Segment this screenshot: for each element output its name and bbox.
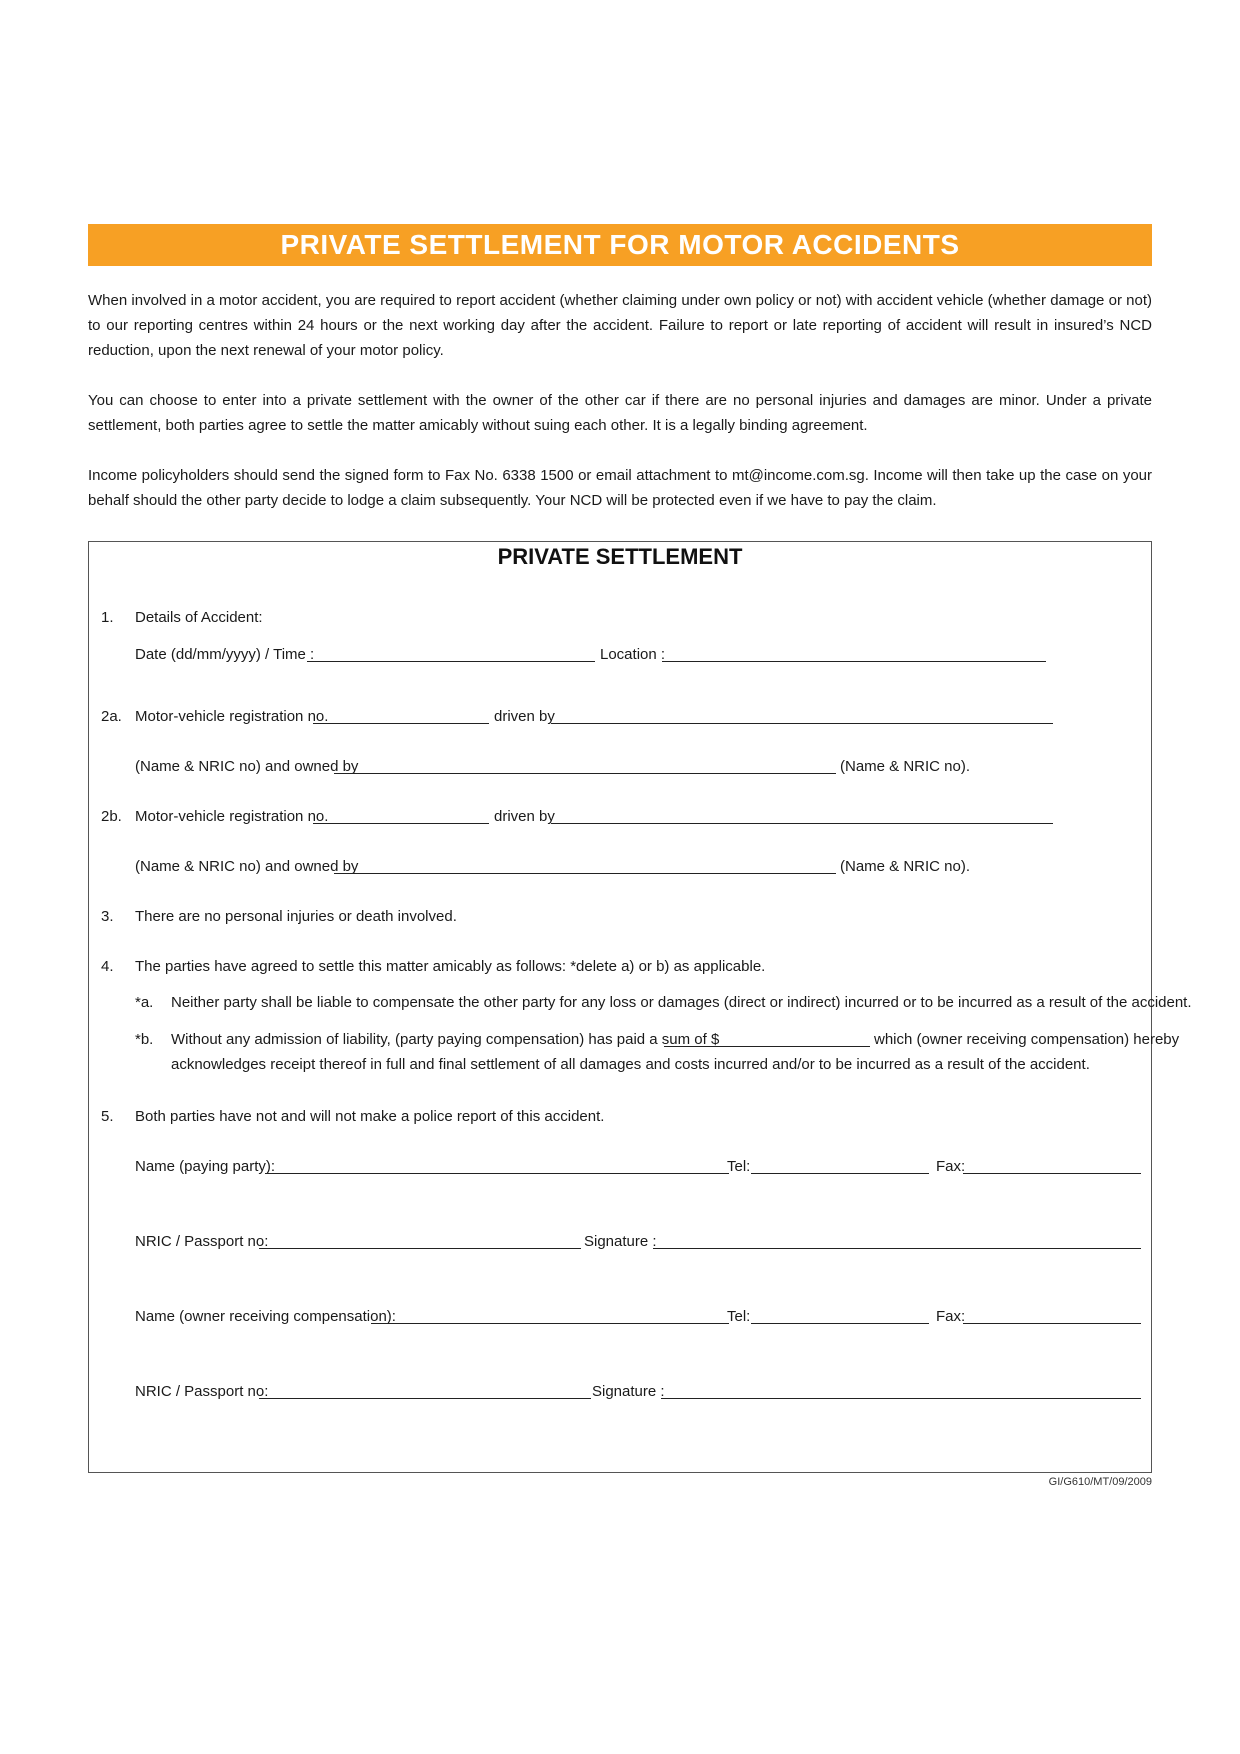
section-1-number: 1. [101,609,114,626]
vehicle-a-driver-field[interactable] [551,723,1053,724]
owner-fax-field[interactable] [963,1323,1141,1324]
section-2a-number: 2a. [101,708,122,725]
form-code: GI/G610/MT/09/2009 [1048,1476,1152,1488]
paying-party-signature-label: Signature : [584,1233,657,1250]
accident-date-time-field[interactable] [307,661,595,662]
vehicle-a-owned-label: (Name & NRIC no) and owned by [135,758,359,775]
owner-name-field[interactable] [371,1323,729,1324]
vehicle-a-driven-label: driven by [494,708,555,725]
intro-paragraph-reporting: When involved in a motor accident, you are required to report accident (whether claiming under own policy or not) with accident vehicle (whether damage or not) to our reporting centres within 24 hours or the next working day after the accident. Failure to report or late reporting of accident will result in insured’s NCD reduction, upon the next renewal of your motor policy. [88,292,1152,359]
section-3-text: There are no personal injuries or death involved. [135,908,457,925]
vehicle-b-end-label: (Name & NRIC no). [840,858,971,875]
page-title: PRIVATE SETTLEMENT FOR MOTOR ACCIDENTS [280,229,960,260]
intro-paragraph-submission: Income policyholders should send the signed form to Fax No. 6338 1500 or email attachment to mt@income.com.sg. Income will then take up the case on your behalf should the other party decide to lodge a claim subsequently. Your NCD will be protected even if we have to pay the claim. [88,467,1152,509]
paying-party-signature-field[interactable] [653,1248,1141,1249]
owner-nric-label: NRIC / Passport no: [135,1383,269,1400]
paying-party-tel-label: Tel: [727,1158,751,1175]
section-4-text: The parties have agreed to settle this matter amicably as follows: *delete a) or b) as applicable. [135,958,766,975]
vehicle-b-owner-field[interactable] [334,873,836,874]
vehicle-b-owned-label: (Name & NRIC no) and owned by [135,858,359,875]
option-b-text: Without any admission of liability, (party paying compensation) has paid a sum of $ [171,1031,720,1048]
owner-signature-field[interactable] [661,1398,1141,1399]
settlement-form [88,541,1192,1473]
option-b-text-continued: which (owner receiving compensation) hereby [874,1031,1180,1048]
form-title: PRIVATE SETTLEMENT [497,544,743,569]
accident-date-label: Date (dd/mm/yyyy) / Time : [135,646,315,663]
paying-party-nric-label: NRIC / Passport no: [135,1233,269,1250]
option-a-mark: *a. [135,994,154,1011]
owner-tel-label: Tel: [727,1308,751,1325]
section-5-number: 5. [101,1108,114,1125]
section-3-number: 3. [101,908,114,925]
owner-name-label: Name (owner receiving compensation): [135,1308,396,1325]
vehicle-b-reg-label: Motor-vehicle registration no. [135,808,329,825]
paying-party-nric-field[interactable] [259,1248,581,1249]
option-b-mark: *b. [135,1031,154,1048]
vehicle-b-reg-field[interactable] [313,823,489,824]
accident-location-label: Location : [600,646,666,663]
vehicle-a-reg-field[interactable] [313,723,489,724]
paying-party-fax-label: Fax: [936,1158,966,1175]
section-5-text: Both parties have not and will not make a police report of this accident. [135,1108,605,1125]
accident-location-field[interactable] [662,661,1046,662]
vehicle-b-driven-label: driven by [494,808,555,825]
compensation-amount-field[interactable] [664,1046,870,1047]
owner-nric-field[interactable] [259,1398,591,1399]
vehicle-a-reg-label: Motor-vehicle registration no. [135,708,329,725]
owner-tel-field[interactable] [751,1323,929,1324]
section-2b-number: 2b. [101,808,122,825]
owner-fax-label: Fax: [936,1308,966,1325]
paying-party-fax-field[interactable] [963,1173,1141,1174]
vehicle-a-end-label: (Name & NRIC no). [840,758,971,775]
section-1-label: Details of Accident: [135,609,263,626]
vehicle-b-driver-field[interactable] [551,823,1053,824]
intro-paragraph-settlement: You can choose to enter into a private settlement with the owner of the other car if there are no personal injuries and damages are minor. Under a private settlement, both parties agree to settle the matter amicably without suing each other. It is a legally binding agreement. [88,392,1152,434]
paying-party-name-field[interactable] [265,1173,729,1174]
page-title-banner [88,224,1152,266]
option-b-text-line2: acknowledges receipt thereof in full and final settlement of all damages and costs incurred and/or to be incurred as a result of the accident. [171,1056,1090,1073]
owner-signature-label: Signature : [592,1383,665,1400]
option-a-text: Neither party shall be liable to compensate the other party for any loss or damages (direct or indirect) incurred or to be incurred as a result of the accident. [171,994,1192,1011]
section-4-number: 4. [101,958,114,975]
vehicle-a-owner-field[interactable] [334,773,836,774]
paying-party-name-label: Name (paying party): [135,1158,276,1175]
paying-party-tel-field[interactable] [751,1173,929,1174]
